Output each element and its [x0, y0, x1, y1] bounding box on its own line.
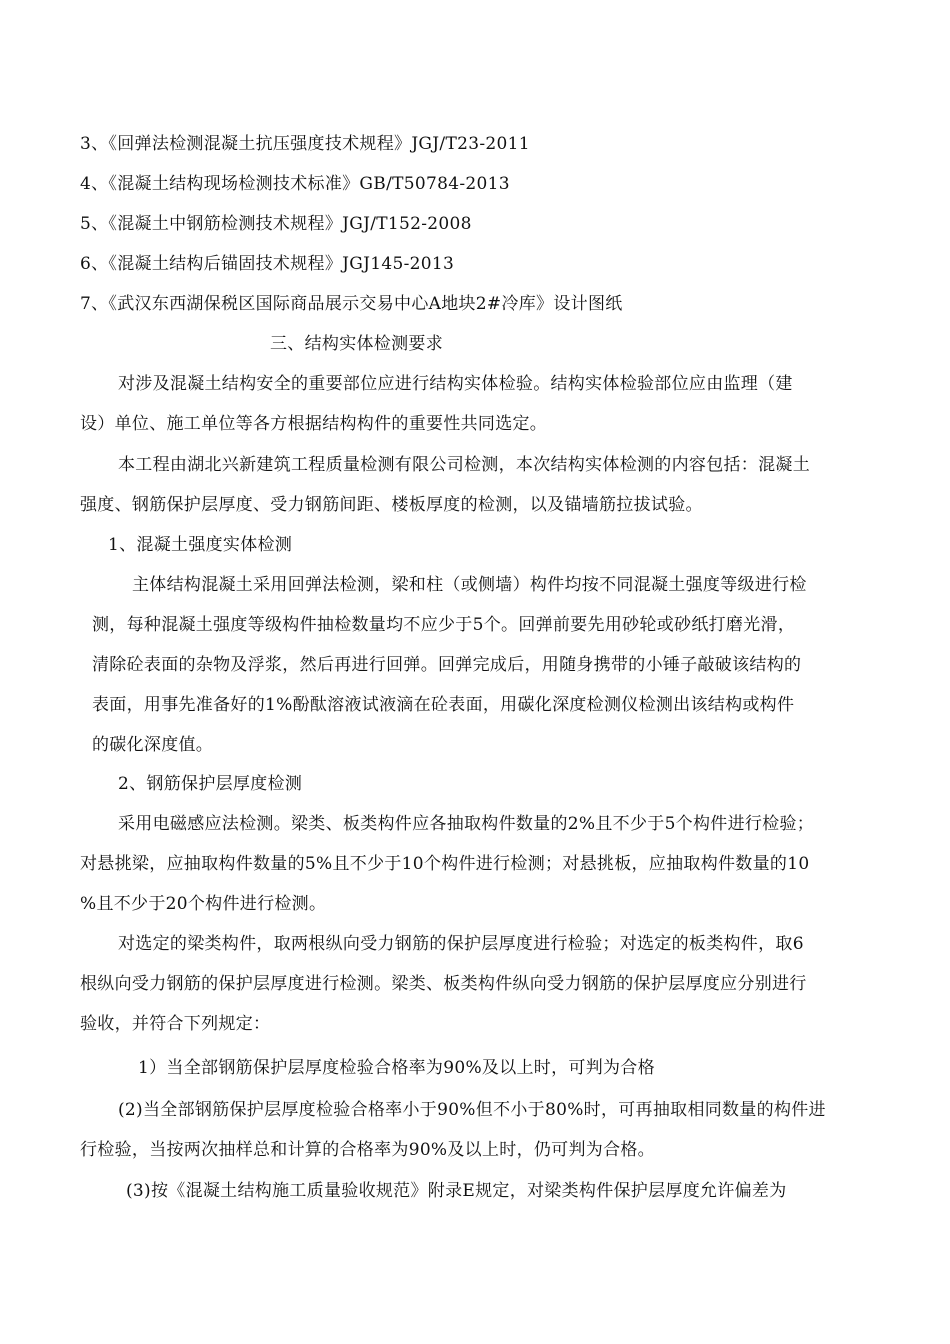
rule-item-3: (3)按《混凝土结构施工质量验收规范》附录E规定，对梁类构件保护层厚度允许偏差为 [126, 1181, 787, 1201]
paragraph-line: 采用电磁感应法检测。梁类、板类构件应各抽取构件数量的2%且不少于5个构件进行检验； [118, 814, 815, 834]
reference-item-4: 4、《混凝土结构现场检测技术标准》GB/T50784-2013 [80, 174, 510, 194]
paragraph-line: 强度、钢筋保护层厚度、受力钢筋间距、楼板厚度的检测，以及锚墙筋拉拔试验。 [80, 495, 703, 515]
paragraph-line: 测，每种混凝土强度等级构件抽检数量均不应少于5个。回弹前要先用砂轮或砂纸打磨光滑， [92, 615, 796, 635]
reference-item-6: 6、《混凝土结构后锚固技术规程》JGJ145-2013 [80, 254, 455, 274]
section-title: 三、结构实体检测要求 [270, 334, 443, 354]
paragraph-line: 对涉及混凝土结构安全的重要部位应进行结构实体检验。结构实体检验部位应由监理（建 [118, 374, 793, 394]
paragraph-line: 表面，用事先准备好的1%酚酞溶液试液滴在砼表面，用碳化深度检测仪检测出该结构或构件 [92, 695, 795, 715]
subsection-heading: 1、混凝土强度实体检测 [108, 535, 293, 555]
reference-item-7: 7、《武汉东西湖保税区国际商品展示交易中心A地块2#冷库》设计图纸 [80, 294, 623, 314]
paragraph-line: 对选定的梁类构件，取两根纵向受力钢筋的保护层厚度进行检验；对选定的板类构件，取6 [118, 934, 804, 954]
subsection-heading: 2、钢筋保护层厚度检测 [118, 774, 303, 794]
reference-item-3: 3、《回弹法检测混凝土抗压强度技术规程》JGJ/T23-2011 [80, 134, 530, 154]
paragraph-line: 对悬挑梁，应抽取构件数量的5%且不少于10个构件进行检测；对悬挑板，应抽取构件数量的10 [80, 854, 810, 874]
paragraph-line: 根纵向受力钢筋的保护层厚度进行检测。梁类、板类构件纵向受力钢筋的保护层厚度应分别进行 [80, 974, 807, 994]
paragraph-line: 本工程由湖北兴新建筑工程质量检测有限公司检测，本次结构实体检测的内容包括：混凝土 [118, 455, 810, 475]
paragraph-line: 设）单位、施工单位等各方根据结构构件的重要性共同选定。 [80, 414, 548, 434]
rule-item-2: (2)当全部钢筋保护层厚度检验合格率小于90%但不小于80%时，可再抽取相同数量的构件进 [118, 1100, 826, 1120]
paragraph-line: 的碳化深度值。 [92, 735, 214, 755]
paragraph-line: 行检验，当按两次抽样总和计算的合格率为90%及以上时，仍可判为合格。 [80, 1140, 655, 1160]
reference-item-5: 5、《混凝土中钢筋检测技术规程》JGJ/T152-2008 [80, 214, 472, 234]
paragraph-line: %且不少于20个构件进行检测。 [80, 894, 327, 914]
paragraph-line: 主体结构混凝土采用回弹法检测，梁和柱（或侧墙）构件均按不同混凝土强度等级进行检 [132, 575, 807, 595]
rule-item-1: 1）当全部钢筋保护层厚度检验合格率为90%及以上时，可判为合格 [138, 1058, 655, 1078]
paragraph-line: 清除砼表面的杂物及浮浆，然后再进行回弹。回弹完成后，用随身携带的小锤子敲破该结构的 [92, 655, 802, 675]
paragraph-line: 验收，并符合下列规定： [80, 1014, 271, 1034]
